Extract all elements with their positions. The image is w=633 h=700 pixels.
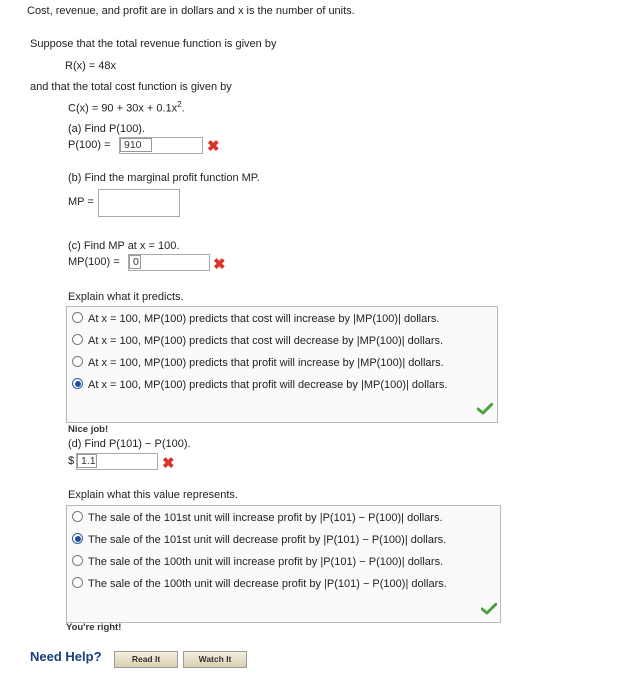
explain-d-option-4[interactable]: The sale of the 100th unit will decrease profit by |P(101) − P(100)| dollars. (72, 575, 447, 594)
marginal-profit-input[interactable] (98, 189, 180, 217)
x-mark-icon: ✖ (213, 256, 226, 273)
watch-it-button[interactable]: Watch It (183, 651, 247, 668)
radio-button[interactable] (72, 312, 83, 323)
radio-button[interactable] (72, 577, 83, 588)
part-a-prompt: (a) Find P(100). (68, 123, 146, 135)
part-d-answer-input[interactable] (76, 453, 158, 470)
part-a-answer-input[interactable] (119, 137, 203, 154)
part-c-prompt: (c) Find MP at x = 100. (68, 240, 180, 252)
part-d-prompt: (d) Find P(101) − P(100). (68, 438, 191, 450)
read-it-button[interactable]: Read It (114, 651, 178, 668)
explain-c-option-1[interactable]: At x = 100, MP(100) predicts that cost will increase by |MP(100)| dollars. (72, 310, 439, 329)
explain-c-feedback: Nice job! (68, 424, 109, 435)
explain-d-option-1[interactable]: The sale of the 101st unit will increase profit by |P(101) − P(100)| dollars. (72, 509, 443, 528)
radio-button[interactable] (72, 511, 83, 522)
part-a-answer-value: 910 (120, 138, 152, 152)
checkmark-icon (477, 403, 493, 415)
part-c-answer-input[interactable] (128, 254, 210, 271)
explain-c-options-box (66, 306, 498, 423)
part-c-answer-value: 0 (129, 255, 141, 269)
part-a-label: P(100) = (68, 139, 111, 151)
cost-function: $C(x) = 90 + 30x + 0.1x^2$. (68, 100, 185, 115)
radio-button[interactable] (72, 356, 83, 367)
checkmark-icon (481, 603, 497, 615)
radio-button[interactable] (72, 334, 83, 345)
explain-d-prompt: Explain what this value represents. (68, 489, 238, 501)
explain-d-option-3[interactable]: The sale of the 100th unit will increase profit by |P(101) − P(100)| dollars. (72, 553, 443, 572)
explain-d-feedback: You're right! (66, 622, 122, 633)
explain-d-option-2[interactable]: The sale of the 101st unit will decrease profit by |P(101) − P(100)| dollars. (72, 531, 446, 550)
x-mark-icon: ✖ (207, 138, 220, 155)
x-mark-icon: ✖ (162, 455, 175, 472)
and-that-text: and that the total cost function is given by (30, 81, 232, 93)
part-b-label: MP = (68, 196, 94, 208)
radio-button[interactable] (72, 555, 83, 566)
suppose-text: Suppose that the total revenue function is given by (30, 38, 277, 50)
intro-text: Cost, revenue, and profit are in dollars and x is the number of units. (27, 5, 355, 17)
revenue-function: R(x) = 48x (65, 60, 117, 72)
part-d-answer-value: 1.1 (77, 454, 97, 468)
explain-c-prompt: Explain what it predicts. (68, 291, 184, 303)
explain-d-options-box (66, 505, 501, 623)
part-b-prompt: (b) Find the marginal profit function MP. (68, 172, 260, 184)
radio-button-selected[interactable] (72, 533, 83, 544)
explain-c-option-4[interactable]: At x = 100, MP(100) predicts that profit will decrease by |MP(100)| dollars. (72, 376, 447, 395)
radio-button-selected[interactable] (72, 378, 83, 389)
need-help-label: Need Help? (30, 649, 102, 664)
explain-c-option-2[interactable]: At x = 100, MP(100) predicts that cost will decrease by |MP(100)| dollars. (72, 332, 443, 351)
part-c-label: MP(100) = (68, 256, 120, 268)
explain-c-option-3[interactable]: At x = 100, MP(100) predicts that profit will increase by |MP(100)| dollars. (72, 354, 444, 373)
currency-symbol: $ (68, 455, 75, 467)
